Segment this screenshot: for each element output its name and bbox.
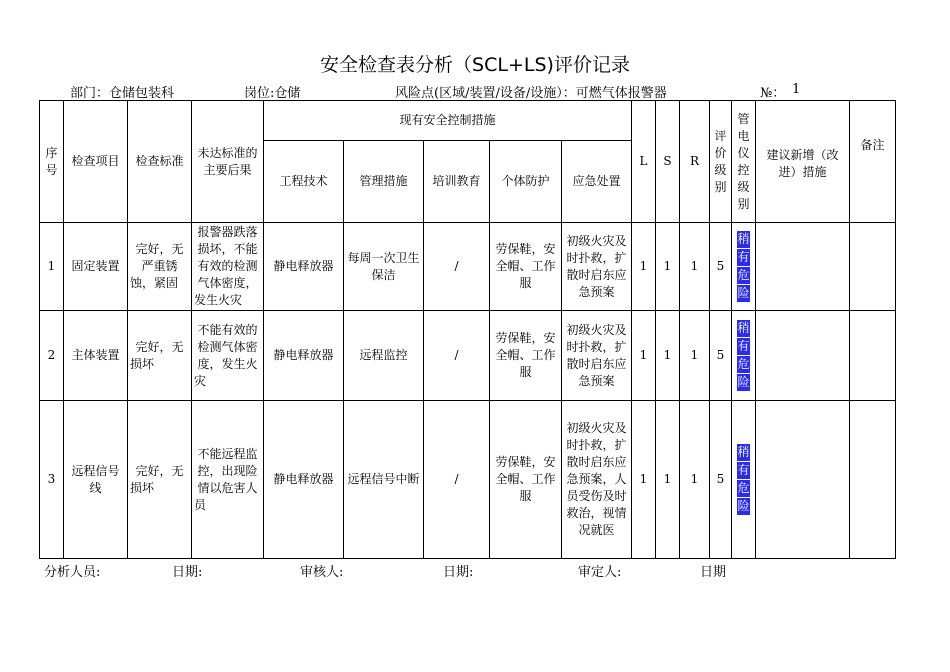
header-r: R xyxy=(680,101,710,223)
cell-ppe: 劳保鞋，安全帽、工作服 xyxy=(490,223,562,311)
risk-level-badge xyxy=(734,444,753,515)
risk-level-char: 险 xyxy=(737,286,750,300)
risk-level-char: 危 xyxy=(737,357,750,371)
risk-level-char: 有 xyxy=(737,463,750,477)
header-suggest: 建议新增（改进）措施 xyxy=(756,101,850,223)
header-emergency: 应急处置 xyxy=(562,141,632,223)
cell-r: 1 xyxy=(680,223,710,311)
header-remark: 备注 xyxy=(850,101,896,223)
risk-level-char: 险 xyxy=(737,375,750,389)
cell-seq: 2 xyxy=(40,311,64,401)
cell-r: 1 xyxy=(680,401,710,559)
cell-l: 1 xyxy=(632,311,656,401)
cell-suggest xyxy=(756,223,850,311)
cell-engineering: 静电释放器 xyxy=(264,401,344,559)
table-row xyxy=(40,311,896,401)
cell-suggest xyxy=(756,311,850,401)
header-row-1 xyxy=(40,101,896,141)
department-label: 部门：仓储包装科 xyxy=(70,86,175,101)
header-l: L xyxy=(632,101,656,223)
cell-standard: 完好，无损坏 xyxy=(128,311,192,401)
footer-reviewer: 审核人: xyxy=(300,565,344,580)
header-control-level: 管电仪控级别 xyxy=(732,101,756,223)
footer-date-1: 日期: xyxy=(172,565,203,580)
header-item: 检查项目 xyxy=(64,101,128,223)
table-row xyxy=(40,223,896,311)
cell-s: 1 xyxy=(656,311,680,401)
header-training: 培训教育 xyxy=(424,141,490,223)
header-engineering: 工程技术 xyxy=(264,141,344,223)
risk-level-char: 有 xyxy=(737,339,750,353)
cell-training: / xyxy=(424,311,490,401)
cell-item: 远程信号线 xyxy=(64,401,128,559)
cell-item: 主体装置 xyxy=(64,311,128,401)
cell-r: 1 xyxy=(680,311,710,401)
header-seq: 序号 xyxy=(40,101,64,223)
cell-remark xyxy=(850,223,896,311)
page-title: 安全检查表分析（SCL+LS)评价记录 xyxy=(320,54,630,76)
cell-remark xyxy=(850,401,896,559)
safety-checklist-table xyxy=(39,100,896,559)
cell-consequence: 不能有效的检测气体密度，发生火灾 xyxy=(192,311,264,401)
cell-standard: 完好，无损坏 xyxy=(128,401,192,559)
header-ppe: 个体防护 xyxy=(490,141,562,223)
cell-training: / xyxy=(424,401,490,559)
cell-eval-level: 5 xyxy=(710,223,732,311)
cell-engineering: 静电释放器 xyxy=(264,223,344,311)
cell-control-level xyxy=(732,223,756,311)
cell-engineering: 静电释放器 xyxy=(264,311,344,401)
cell-training: / xyxy=(424,223,490,311)
cell-management: 远程信号中断 xyxy=(344,401,424,559)
risk-level-char: 有 xyxy=(737,250,750,264)
cell-control-level xyxy=(732,401,756,559)
risk-level-badge xyxy=(734,320,753,391)
risk-level-char: 稍 xyxy=(737,232,750,246)
cell-control-level xyxy=(732,311,756,401)
cell-eval-level: 5 xyxy=(710,311,732,401)
cell-consequence: 报警器跌落损坏，不能有效的检测气体密度，发生火灾 xyxy=(192,223,264,311)
cell-management: 每周一次卫生保洁 xyxy=(344,223,424,311)
risk-level-char: 危 xyxy=(737,268,750,282)
footer-date-2: 日期: xyxy=(443,565,474,580)
cell-seq: 1 xyxy=(40,223,64,311)
header-consequence: 未达标准的主要后果 xyxy=(192,101,264,223)
risk-level-char: 危 xyxy=(737,481,750,495)
risk-level-char: 险 xyxy=(737,499,750,513)
cell-item: 固定装置 xyxy=(64,223,128,311)
cell-eval-level: 5 xyxy=(710,401,732,559)
risk-point-label: 风险点(区域/装置/设备/设施）：可燃气体报警器 xyxy=(395,86,667,101)
cell-suggest xyxy=(756,401,850,559)
cell-s: 1 xyxy=(656,401,680,559)
cell-ppe: 劳保鞋，安全帽、工作服 xyxy=(490,311,562,401)
number-value: 1 xyxy=(792,82,801,97)
header-management: 管理措施 xyxy=(344,141,424,223)
footer-analyst: 分析人员: xyxy=(44,565,101,580)
cell-emergency: 初级火灾及时扑救，扩散时启东应急预案，人员受伤及时救治，视情况就医 xyxy=(562,401,632,559)
risk-level-char: 稍 xyxy=(737,445,750,459)
cell-standard: 完好，无严重锈蚀，紧固 xyxy=(128,223,192,311)
table-row xyxy=(40,401,896,559)
footer-approver: 审定人: xyxy=(578,565,622,580)
header-eval-level: 评价级别 xyxy=(710,101,732,223)
cell-remark xyxy=(850,311,896,401)
cell-management: 远程监控 xyxy=(344,311,424,401)
cell-emergency: 初级火灾及时扑救，扩散时启东应急预案 xyxy=(562,223,632,311)
cell-l: 1 xyxy=(632,223,656,311)
footer-date-3: 日期 xyxy=(700,565,727,580)
risk-level-char: 稍 xyxy=(737,321,750,335)
cell-seq: 3 xyxy=(40,401,64,559)
cell-emergency: 初级火灾及时扑救，扩散时启东应急预案 xyxy=(562,311,632,401)
header-controls: 现有安全控制措施 xyxy=(264,101,632,141)
post-label: 岗位:仓储 xyxy=(244,86,301,101)
cell-consequence: 不能远程监控，出现险情以危害人员 xyxy=(192,401,264,559)
cell-s: 1 xyxy=(656,223,680,311)
header-s: S xyxy=(656,101,680,223)
risk-level-badge xyxy=(734,231,753,302)
number-label: №： xyxy=(760,86,786,101)
header-standard: 检查标准 xyxy=(128,101,192,223)
cell-ppe: 劳保鞋，安全帽、工作服 xyxy=(490,401,562,559)
cell-l: 1 xyxy=(632,401,656,559)
